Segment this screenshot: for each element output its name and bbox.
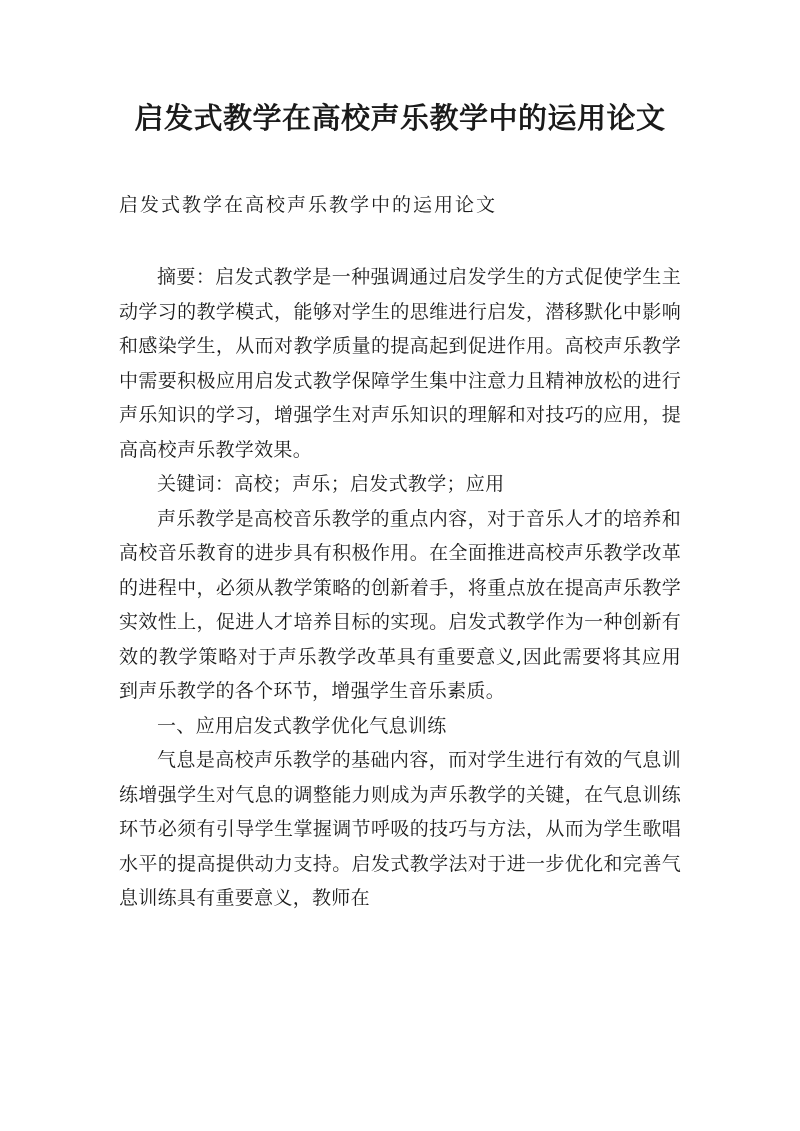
keywords-paragraph: 关键词：高校；声乐；启发式教学；应用 [157,473,505,495]
section-heading-1: 一、应用启发式教学优化气息训练 [157,714,447,737]
document-body [119,260,681,916]
intro-paragraph: 声乐教学是高校音乐教学的重点内容，对于音乐人才的培养和高校音乐教育的进步具有积极作用。在全面推进高校声乐教学改革的进程中，必须从教学策略的创新着手，将重点放在提高声乐教学实效性上，促进人才培养目标的实现。启发式教学作为一种创新有效的教学策略对于声乐教学改革具有重要意义,因此需要将其应用到声乐教学的各个环节，增强学生音乐素质。 [119,507,681,702]
document-subtitle: 启发式教学在高校声乐教学中的运用论文 [119,194,498,216]
abstract-paragraph: 摘要：启发式教学是一种强调通过启发学生的方式促使学生主动学习的教学模式，能够对学生的思维进行启发，潜移默化中影响和感染学生，从而对教学质量的提高起到促进作用。高校声乐教学中需要积极应用启发式教学保障学生集中注意力且精神放松的进行声乐知识的学习，增强学生对声乐知识的理解和对技巧的应用，提高高校声乐教学效果。 [119,266,681,461]
section-1-paragraph: 气息是高校声乐教学的基础内容，而对学生进行有效的气息训练增强学生对气息的调整能力则成为声乐教学的关键，在气息训练环节必须有引导学生掌握调节呼吸的技巧与方法，从而为学生歌唱水平的提高提供动力支持。启发式教学法对于进一步优化和完善气息训练具有重要意义，教师在 [119,749,681,909]
document-title: 启发式教学在高校声乐教学中的运用论文 [134,101,666,135]
